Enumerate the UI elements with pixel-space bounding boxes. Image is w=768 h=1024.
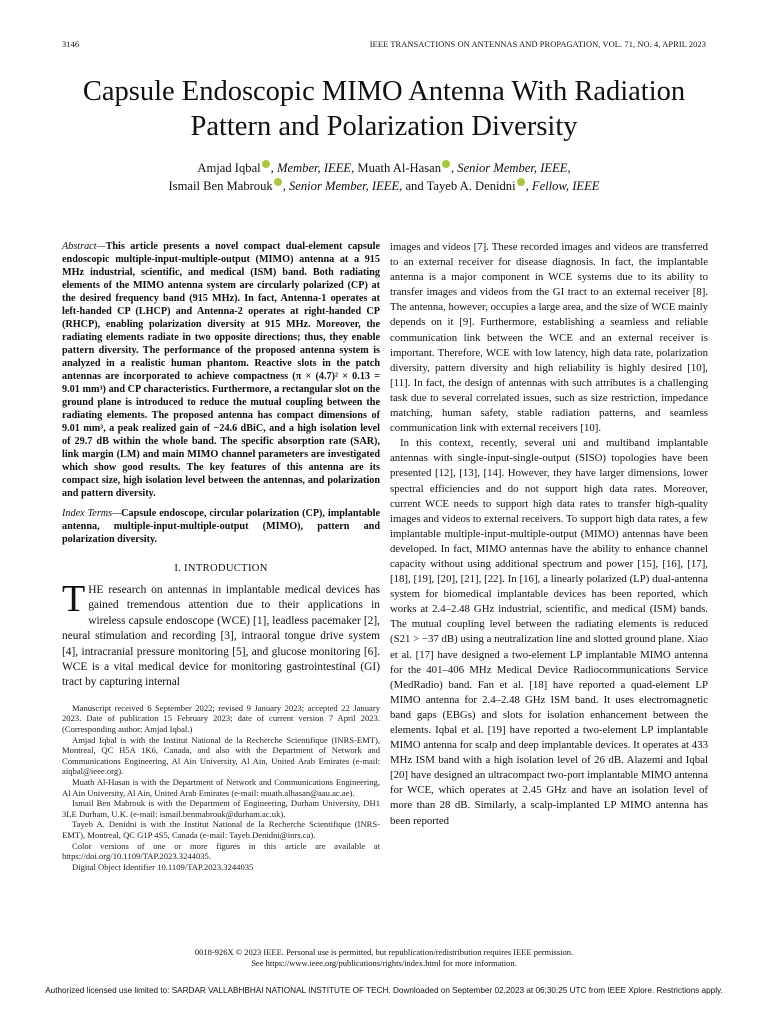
index-terms-label: Index Terms— xyxy=(62,508,122,519)
footnote: Muath Al-Hasan is with the Department of Network and Communications Engineering, Al Ain University, Al Ain, United Arab Emirates (e-mail: muath.alhasan@aau.ac.ae). xyxy=(62,777,380,798)
footnote: Amjad Iqbal is with the Institut National de la Recherche Scientifique (INRS-EMT), Montreal, QC H5A 1K6, Canada, and also with the Department of Network and Communications Engineering, Al Ain University, Al Ain, United Arab Emirates (e-mail: aiqbal@ieee.org). xyxy=(62,734,380,777)
body-paragraph: In this context, recently, several uni and multiband implantable antennas with single-input-single-output (SISO) topologies have been presented [12], [13], [14]. However, they have larger dimensions, lower spectral efficiencies and do not support high data rates. Moreover, current WCE needs to support high data rates to transfer high-quality images and videos to external receivers. To support high data rates, a few implantable multiple-input-multiple-output (MIMO) antennas have been developed. In fact, MIMO antennas have the ability to enhance channel capacity without using additional spectrum and power [15], [16], [17], [18], [19], [20], [21], [22]. In [16], a linearly polarized (LP) dual-antenna system for biomedical implantable devices has been reported, which works at 2.4–2.48 GHz industrial, scientific, and medical (ISM) bands. The mutual coupling level between the radiating elements is reduced (S21 > −37 dB) using a neutralization line and slotted ground plane. Xiao et al. [17] have designed a two-element LP implantable MIMO antenna for the 401–406 MHz Medical Device Radiocommunications Service (MedRadio) band. Fan et al. [18] have reported a quad-element LP MIMO antenna for 2.4–2.48 GHz ISM band. It uses electromagnetic band gaps (EBGs) and slots for isolation enhancement between the elements. Iqbal et al. [19] have reported a two-element LP implantable MIMO antenna for scalp and deep implantable devices. It operates at 433 MHz ISM band with a high isolation level of 26 dB. Alazemi and Iqbal [20] have designed an ultracompact two-port implantable MIMO antenna for WCE, which operates at 2.45 GHz and have an isolation level of more than 28 dB. Similarly, a scalp-implanted LP MIMO antenna has been reported xyxy=(390,437,708,827)
orcid-icon[interactable] xyxy=(262,160,270,168)
index-terms-text: Capsule endoscope, circular polarization (CP), implantable antenna, multiple-input-multiple-output (MIMO), pattern and polarization diversity. xyxy=(62,508,380,545)
footnotes xyxy=(62,703,380,873)
journal-name: IEEE TRANSACTIONS ON ANTENNAS AND PROPAGATION, VOL. 71, NO. 4, APRIL 2023 xyxy=(369,40,706,49)
drop-cap: T xyxy=(62,578,86,620)
footnote[interactable]: Color versions of one or more figures in this article are available at https://doi.org/10.1109/TAP.2023.3244035. xyxy=(62,840,380,862)
left-column xyxy=(62,240,380,872)
orcid-icon[interactable] xyxy=(442,160,450,168)
author-name: Muath Al-Hasan xyxy=(357,161,441,175)
author-name: Amjad Iqbal xyxy=(197,161,261,175)
right-column xyxy=(390,240,708,829)
footnote: Ismail Ben Mabrouk is with the Department of Engineering, Durham University, DH1 3LE Durham, U.K. (e-mail: ismail.benmabrouk@durham.ac.uk). xyxy=(62,798,380,819)
author-role: Senior Member, IEEE xyxy=(289,179,400,193)
copyright-notice xyxy=(60,947,708,969)
abstract-label: Abstract— xyxy=(62,241,106,252)
copyright-link[interactable]: See https://www.ieee.org/publications/rights/index.html for more information. xyxy=(251,958,517,968)
author-name: Ismail Ben Mabrouk xyxy=(168,179,273,193)
footnote: Digital Object Identifier 10.1109/TAP.2023.3244035 xyxy=(72,861,254,872)
orcid-icon[interactable] xyxy=(274,178,282,186)
section-heading: I. INTRODUCTION xyxy=(174,563,268,574)
author-role: Senior Member, IEEE xyxy=(457,161,568,175)
license-notice: Authorized licensed use limited to: SARDAR VALLABHBHAI NATIONAL INSTITUTE OF TECH. Downloaded on September 02,2023 at 06:30:25 UTC from IEEE Xplore. Restrictions apply. xyxy=(45,986,723,995)
author-name: Tayeb A. Denidni xyxy=(426,179,516,193)
page-number: 3146 xyxy=(62,40,80,49)
abstract-text: This article presents a novel compact dual-element capsule endoscopic multiple-input-multiple-output (MIMO) antenna at a 915 MHz industrial, scientific, and medical (ISM) band. Both radiating elements of the MIMO antenna system are circularly polarized (CP) at the desired frequency band (915 MHz). In fact, Antenna-1 operates at left-handed CP (LHCP) and Antenna-2 operates at right-handed CP (RHCP), enabling polarization diversity at 915 MHz. Moreover, the radiating elements radiate in two opposite directions; thus, they enable pattern diversity. The performance of the proposed antenna system is analyzed in a realistic human phantom. Reactive slots in the patch antennas are incorporated to achieve compactness (π × (4.7)² × 0.13 = 9.01 mm³) and CP characteristics. Furthermore, a rectangular slot on the ground plane is introduced to reduce the mutual coupling between the radiating elements. The proposed antenna has compact dimensions of 9.01 mm³, a peak realized gain of −24.6 dBiC, and a high isolation level of 29.7 dB within the whole band. The specific absorption rate (SAR), link margin (LM) and main MIMO channel parameters are investigated which show good results. The key features of this antenna are its compact size, high isolation level between the antennas, and polarization and pattern diversity. xyxy=(62,241,380,499)
author-conjunction: and xyxy=(405,179,424,193)
index-terms xyxy=(62,507,380,546)
body-paragraph: images and videos [7]. These recorded images and videos are transferred to an external receiver for disease diagnosis. In fact, the implantable antenna is a major component in WCE systems due to its ability to transfer images and videos from the GI tract to an external receiver [8]. The antenna, however, occupies a large area, and the size of WCE mainly depends on it [9]. Furthermore, establishing a seamless and reliable communication link between the WCE and an external receiver is important. Therefore, WCE with low latency, high data rate, polarization diversity, pattern diversity and high reliability is highly desired [10], [11]. In fact, the design of antennas with such attributes is a challenging task due to several correlated issues, such as size restriction, impedance matching, human safety, stable radiation patterns, and seamless communication link with external receivers [10]. xyxy=(390,241,708,435)
copyright-line: 0018-926X © 2023 IEEE. Personal use is permitted, but republication/redistribution requires IEEE permission. xyxy=(194,947,574,957)
introduction-text xyxy=(62,578,380,691)
footnote: Tayeb A. Denidni is with the Institut National de la Recherche Scientifique (INRS-EMT), Montreal, QC G1P 4S5, Canada (e-mail: Tayeb.Denidni@inrs.ca). xyxy=(62,819,380,840)
introduction-body: HE research on antennas in implantable medical devices has gained tremendous attention due to their applications in wireless capsule endoscope (WCE) [1], leadless pacemaker [2], neural stimulation and recording [3], intraoral tongue drive system [4], intracranial pressure monitoring [5], and glucose monitoring [6]. WCE is a vital medical device for monitoring gastrointestinal (GI) tract by capturing internal xyxy=(62,584,380,689)
abstract xyxy=(62,240,380,500)
author-role: Member, IEEE xyxy=(276,161,352,175)
author-list: Amjad Iqbal , Member, IEEE, Muath Al-Hasan , Senior Member, IEEE, Ismail Ben Mabrouk , Senior Member, IEEE, and Tayeb A. Denidni , Fellow, IEEE xyxy=(168,161,600,193)
paper-title: Capsule Endoscopic MIMO Antenna With Radiation Pattern and Polarization Diversity xyxy=(82,76,686,142)
orcid-icon[interactable] xyxy=(517,178,525,186)
footnote: Manuscript received 6 September 2022; revised 9 January 2023; accepted 22 January 2023. Date of publication 15 February 2023; date of current version 7 April 2023. (Corresponding author: Amjad Iqbal.) xyxy=(62,702,380,735)
author-role: Fellow, IEEE xyxy=(531,179,600,193)
